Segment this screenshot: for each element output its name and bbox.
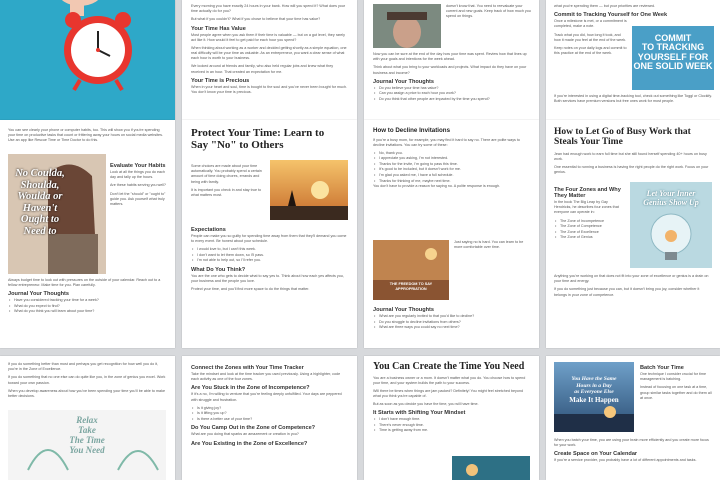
photo-line-3: Woulda or [17,191,63,203]
heading-batch-time: Batch Your Time [640,365,684,371]
relax-line-2: Take [78,424,96,435]
page-r3c2: Connect the Zones with Your Time Tracker Take the mindset and look at the time tracker you used previously. Using a highlighter, code each activity as one of the four zones. Are You Stuck in the Zone of Incompetence? If it's a no, I'm willing to venture that you're feeling deeply unfulfilled. Your days are peppered with struggle and frustration. • Is it giving joy? • Is it lifting you up? • Is there a better use of your time? Do You Camp Out in the Zone of Competence? What are you doing that sparks an amazement or creation in you? Are You Existing in the Zone of Excellence? [182,356,357,480]
heading-zone-excellence: Are You Existing in the Zone of Excellence? [191,440,308,447]
heading-commit-tracking: Commit to Tracking Yourself for One Week [554,12,668,19]
page-title-busy-work: How to Let Go of Busy Work that Steals Your Time [554,127,691,147]
relax-line-4: You Need [69,444,105,455]
page-r1c3: doesn't know that. You need to reevaluate your current and new goals. Keep track of how much you spend on things. Now you can be sure at the end of the day how your time was spent. Review how that lines up with your goals and intentions for the week ahead. Think about what you bring to your workloads and projects. What impact do they have on your business and income? Journal Your Thoughts • Do you believe your time has value? • Can you assign a price to each hour you work? • Do you think that other people are impacted by the time you spend? [364,0,539,120]
page-r1c2: Every morning you have exactly 24 hours in your bank. How will you spend it? What does your time actually do for you? But what if you couldn't? What if you chose to believe that your time has value? Your Time Has Value Most people agree when you ask them if their time is valuable — but on a gut level, they rarely act like it. How would it feel to get paid for each hour you spend? When thinking about working as a worker and decided getting shortly as a simple equation, one real difficulty will be your time as valuable. As an entrepreneur, you want a clear sense of what each hour is worth to your business. We looked around at friends and family, who also held regular jobs and knew what they received in an hour. That created an expectation for me. Your Time is Precious When in your heart and soul, time is bought to the soul and you've never been bought for much. You don't know your time is precious. [182,0,357,120]
poster-line-4: ONE SOLID WEEK [633,61,713,72]
page-r2c4: How to Let Go of Busy Work that Steals Your Time Jean had enough work to earn full time but she still found herself spending 40+ hours on busy work. One essential to running a business is having the right people do the right work. Focus on your genius. The Four Zones and Why They Matter In the book The Big Leap by Gay Hendricks, he describes four zones that everyone can operate in: • The Zone of Incompetence • The Zone of Competence • The Zone of Excellence • The Zone of Genius Let Your Inner Genius Show Up Anything you're working on that does not fit into your zone of excellence or genius is a drain on your time and energy. If you do something just because you can, but it doesn't bring you joy, consider whether it belongs in your zone of competence. [546,120,720,348]
heading-evaluate-habits: Evaluate Your Habits [110,163,166,169]
heading-your-time-has-value: Your Time Has Value [191,25,246,32]
page-r2c3: How to Decline Invitations If you're a busy mom, for example, you may find it hard to say no. There are polite ways to decline invitations. You can try some of these: • No, thank you. • I appreciate you asking, I'm not interested. • Thanks for the invite, I'm going to pass this time. • It's good to be included, but it doesn't work for me. • I'm glad you asked me, I have a full schedule. • Thanks for thinking of me, maybe next time. You don't have to provide a reason for saying no. A polite response is enough. THE FREEDOM TO SAY APPROPRIATION Just saying no is hard. You can learn to be more comfortable over time. Journal Your Thoughts • What are you regularly invited to that you'd like to decline? • Do you struggle to decline invitations from others? • What are three ways you could say no next time? [364,120,539,348]
photo-line-1: No Coulda, [15,168,65,179]
happen-line-2: Hours in a Day [576,382,612,389]
page-r2c2: Protect Your Time: Learn to Say "No" to Others Some choices are made about your time automatically. You probably spend a certain amount of time doing chores, errands and being with family. It is important you check in and stay true to what matters most. Expectations People can make you so guilty for spending time away from them that they'll demand you come to every event. Be honest about your schedule. • I would love to, but I can't this week. • I don't want to let them down, so I'll pass. • I'm not able to help out, so I'll refer you. What Do You Think? You are the one who gets to decide what to say yes to. Think about how each yes affects you, your business and the people you love. Protect your time, and you'll find more space to do the things that matter. [182,120,357,348]
photo-line-5: Ought to [20,214,60,226]
photo-line-6: Need to [23,225,57,237]
heading-four-zones: The Four Zones and Why They Matter [554,187,621,199]
poster-line-3: YOURSELF FOR [637,51,709,62]
bulb-line-1: Let Your Inner [646,189,696,198]
bulb-line-2: Genius Show Up [643,197,699,207]
make-it-happen-photo [554,362,634,432]
zone-item-4: • The Zone of Genius [554,235,624,241]
heading-journal-r2c3: Journal Your Thoughts [373,307,435,313]
poster-line-1: COMMIT [654,33,692,43]
freedom-line-1: THE FREEDOM TO SAY [389,282,433,286]
zone-item-1: • The Zone of Incompetence [554,219,624,225]
photo-line-2: Shoulda, [20,179,60,191]
page-title-create-time: You Can Create the Time You Need [373,361,525,372]
heading-your-time-is-precious: Your Time is Precious [191,77,250,84]
freedom-line-2: APPROPRIATION [395,286,427,291]
page-r2c1: You can see clearly your phone or computer habits, too. This will show you if you're spending your time on productive tasks that count or frittering away your hours on social media websites. Use an app like Rescue Time or Time Doctor to do this. No Coulda, Shoulda, Woulda or Haven't Ought to Need to Evaluate Your Habits Look at all the things you do each day and tally up the hours. Are these habits serving you well? Don't let the "should" or "ought to" guide you. Ask yourself what truly matters. Always budget time to look out with pressures on the outside of your calendar. Reach out to a fellow entrepreneur. Make time for you. Plan carefully. Journal Your Thoughts • Have you considered tracking your time for a week? • What do you expect to find? • What do you think you will learn about your time? [0,120,175,348]
sunset-photo [270,160,348,220]
happen-line-4: Make It Happen [569,396,619,405]
heading-expectations: Expectations [191,227,226,233]
page-r3c4: You Have the Same Hours in a Day as Everyone Else Make It Happen Batch Your Time One technique I consider crucial for time management is batching. Instead of focusing on one task at a time, group similar tasks together and do them all at once. When you batch your time, you are using your brain more efficiently and you create more focus for your work. Create Space on Your Calendar If you're a service provider, you probably have a lot of different appointments and tasks. [546,356,720,480]
mindset-photo [452,456,530,480]
heading-zone-competence: Do You Camp Out in the Zone of Competence? [191,425,316,432]
heading-shifting-mindset: It Starts with Shifting Your Mindset [373,410,466,417]
lightbulb-photo [630,182,712,268]
relax-photo [8,410,166,480]
clock-photo [0,0,175,120]
heading-create-space: Create Space on Your Calendar [554,451,638,458]
poster-line-2: TO TRACKING [641,42,705,53]
heading-journal-r1c3: Journal Your Thoughts [373,78,435,85]
page-r3c1: If you do something better than most and perhaps you get recognition for how well you do it, you're in the Zone of Excellence. If you do something that no one else can do quite like you, in the zone of genius you excel. Work toward your own passion. When you develop awareness about how you've been spending your time you'll be able to make better decisions. Relax Take The Time You Need [0,356,175,480]
woman-photo [373,4,441,48]
freedom-photo [373,240,449,300]
page-r3c3: You Can Create the Time You Need You are a business owner or a mom. It doesn't matter what you do. You choose how to spend your time, and your system builds the path to your success. Will there be times when things are jam packed? Definitely! You might feel stretched beyond what you think you're capable of. But as soon as you decide you have the time, you will have time. It Starts with Shifting Your Mindset • I don't have enough time. • There's never enough time. • Time is getting away from me. [364,356,539,480]
page-r1c1 [0,0,175,120]
page-title-decline: How to Decline Invitations [373,127,451,134]
zone-item-3: • The Zone of Excellence [554,230,624,236]
page-r1c4: what you're spending them — but your priorities are reviewed. Commit to Tracking Yourself for One Week Once a milestone is met, or a commitment is completed, make a note. Track what you did, how long it took, and how it made you feel at the end of the week. Keep notes on your daily logs and commit to this practice at the end of the week. COMMIT TO TRACKING YOURSELF FOR ONE SOLID WEEK If you're interested in using a digital time-tracking tool, check out something like Toggl or Clockify. Both services have premium versions but free ones work for most people. [546,0,720,120]
happen-line-3: as Everyone Else [574,389,614,396]
relax-line-3: The Time [69,434,105,445]
alarm-clock-icon [0,0,175,120]
heading-what-do-you-think: What Do You Think? [191,266,246,273]
heading-zone-incompetence: Are You Stuck in the Zone of Incompetence? [191,385,310,392]
relax-line-1: Relax [76,415,98,425]
happen-line-1: You Have the Same [571,376,617,382]
heading-journal-r2c1: Journal Your Thoughts [8,291,70,298]
commit-poster [632,26,714,90]
heading-connect-zones: Connect the Zones with Your Time Tracker [191,365,304,371]
photo-line-4: Haven't [22,202,58,214]
zone-item-2: • The Zone of Competence [554,224,624,230]
woman-pointing-photo [8,154,106,274]
page-title-protect-time: Protect Your Time: Learn to Say "No" to Others [191,127,325,151]
